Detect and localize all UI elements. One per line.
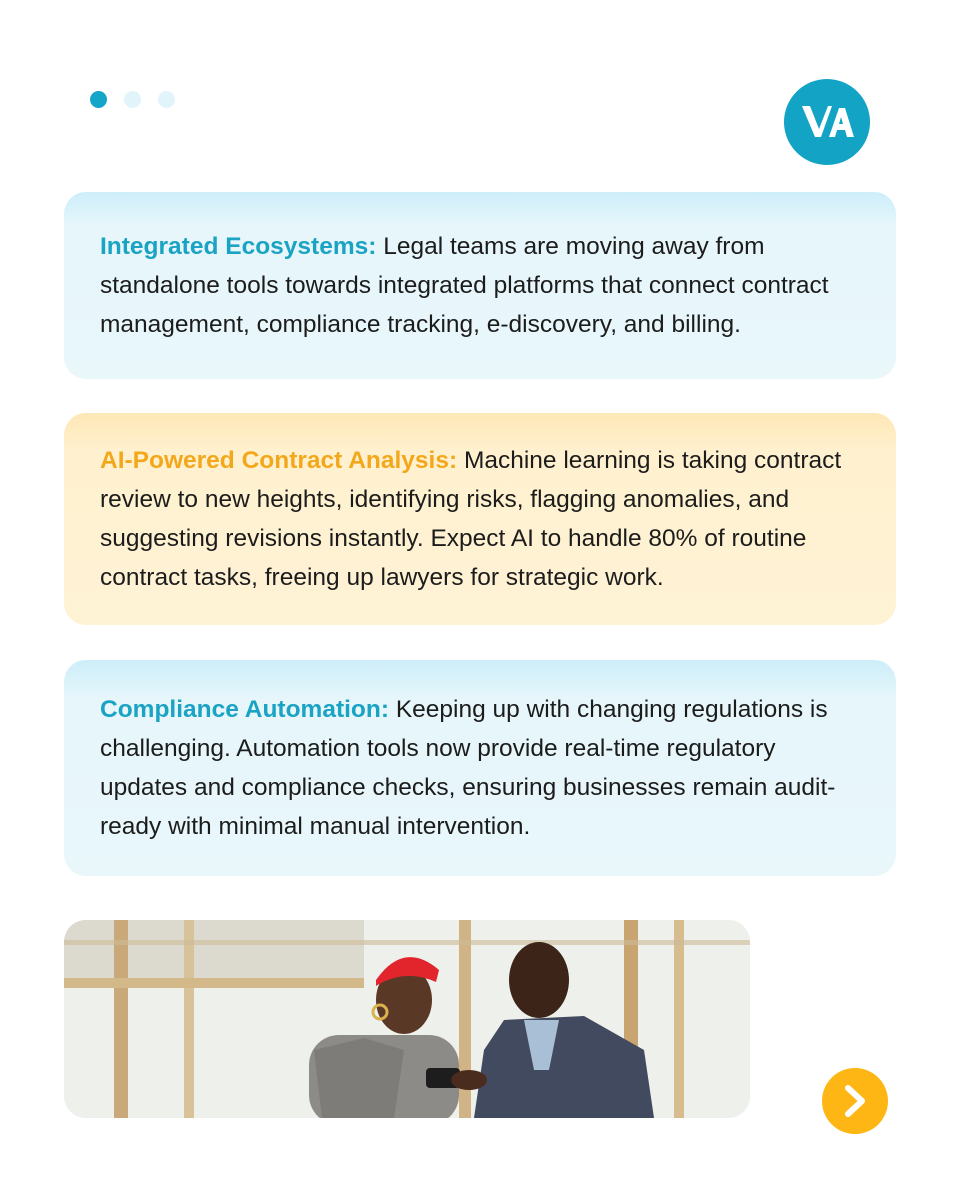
trend-card-ai-contract-analysis — [64, 413, 896, 625]
card-heading: Integrated Ecosystems: — [100, 233, 377, 260]
card-body: Machine learning is taking contract review to new heights, identifying risks, flagging anomalies, and suggesting revisions instantly. Expect AI to handle 80% of routine contract tasks, freeing up lawyers for strategic work. — [100, 447, 842, 591]
card-text — [100, 690, 860, 846]
brand-logo — [784, 79, 870, 165]
card-heading: AI-Powered Contract Analysis: — [100, 447, 458, 474]
va-logo-icon — [799, 102, 855, 142]
trend-card-compliance-automation — [64, 660, 896, 876]
card-body: Legal teams are moving away from standalone tools towards integrated platforms that connect contract management, compliance tracking, e-discovery, and billing. — [100, 233, 829, 338]
card-text — [100, 227, 860, 344]
trend-card-integrated-ecosystems — [64, 192, 896, 379]
card-heading: Compliance Automation: — [100, 696, 390, 723]
office-photo — [64, 920, 750, 1118]
pagination-dot-active[interactable] — [90, 91, 107, 108]
pagination-dot[interactable] — [158, 91, 175, 108]
photo-illustration-icon — [64, 920, 750, 1118]
next-slide-button[interactable] — [822, 1068, 888, 1134]
chevron-right-icon — [840, 1084, 870, 1118]
pagination-dot[interactable] — [124, 91, 141, 108]
carousel-pagination — [90, 91, 175, 108]
card-text — [100, 441, 860, 597]
card-body: Keeping up with changing regulations is challenging. Automation tools now provide real-time regulatory updates and compliance checks, ensuring businesses remain audit-ready with minimal manual intervention. — [100, 696, 836, 840]
